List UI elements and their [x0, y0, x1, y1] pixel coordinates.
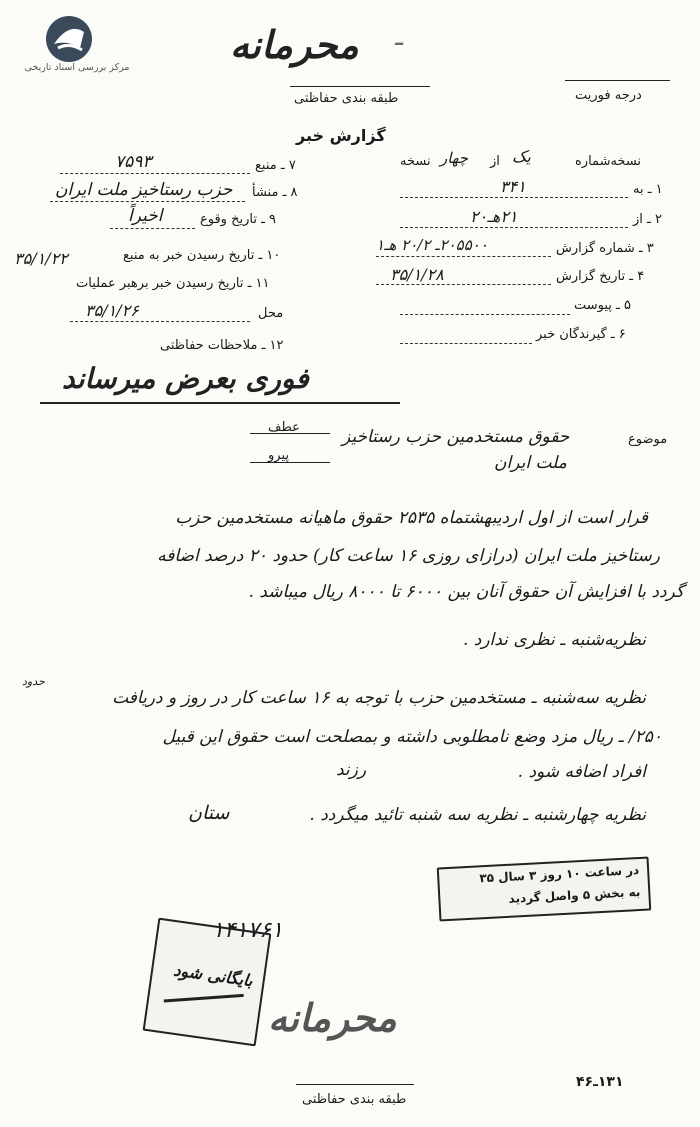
- opinion-wednesday: نظریه چهارشنبه ـ نظریه سه شنبه تائید میگردد .: [309, 805, 646, 825]
- archive-number: ۱۴۱۷۶۱: [212, 918, 283, 943]
- copy-total: چهار: [440, 149, 469, 167]
- receipt-stamp-line1: در ساعت ۱۰ روز ۳ سال ۳۵: [478, 863, 640, 886]
- source-value: ۷۵۹۳: [115, 152, 152, 172]
- remarks-label: ۱۲ ـ ملاحظات حفاظتی: [160, 338, 284, 353]
- received-ops-value: ۳۵/۱/۲۶: [85, 301, 139, 320]
- copy-from: از: [490, 154, 500, 169]
- archive-stamp: [143, 918, 272, 1047]
- event-date-value: اخیراً: [128, 206, 163, 226]
- classification-label-bottom: طبقه بندی حفاظتی: [302, 1092, 407, 1107]
- archive-stamp-text: بایگانی شود: [172, 960, 254, 991]
- copy-suffix: نسخه: [400, 154, 431, 169]
- received-value: ۳۵/۱/۲۲: [14, 249, 68, 268]
- body-p1-line2: رستاخیز ملت ایران (درازای روزی ۱۶ ساعت کار) حدود ۲۰ درصد اضافه: [157, 546, 660, 566]
- classification-label-top: طبقه بندی حفاظتی: [294, 91, 399, 106]
- source-label: ۷ ـ منبع: [255, 158, 296, 173]
- report-date-label: ۴ ـ تاریخ گزارش: [556, 269, 645, 284]
- opinion-wednesday-signature: ستان: [188, 802, 230, 824]
- remarks-value: فوری بعرض میرساند: [62, 362, 309, 395]
- origin-value: حزب رستاخیز ملت ایران: [55, 180, 233, 200]
- receipt-stamp-line2: به بخش ۵ واصل گردید: [508, 884, 641, 906]
- received-label: ۱۰ ـ تاریخ رسیدن خبر به منبع: [123, 248, 281, 263]
- report-no-label: ۳ ـ شماره گزارش: [556, 241, 654, 256]
- to-value: ۳۴۱: [500, 177, 526, 196]
- archive-logo-icon: [44, 14, 94, 64]
- archive-logo: [44, 14, 94, 64]
- opinion-tuesday-line1: نظریه سه‌شنبه ـ مستخدمین حزب با توجه به ۱۶ ساعت کار در روز و دریافت: [112, 688, 646, 708]
- place-label: محل: [258, 306, 284, 321]
- confidential-stamp-bottom: محرمانه: [268, 995, 397, 1040]
- from-value: ۲۱هـ۲۰: [470, 207, 518, 226]
- report-no-value: ۲۰۵۵۰۰ـ ۲۰/۲ هـ۱: [376, 236, 488, 254]
- opinion-tuesday-line2: ۲۵۰/ ـ ریال مزد وضع نامطلوبی داشته و بمصلحت است حقوق این قبیل: [162, 727, 662, 747]
- archive-stamp-scribble: [164, 994, 244, 1003]
- report-date-value: ۳۵/۱/۲۸: [390, 265, 444, 284]
- opinion-tuesday-line3: افراد اضافه شود .: [517, 762, 646, 782]
- archive-caption: مرکز بررسی اسناد تاریخی: [24, 62, 130, 73]
- subject-line2: ملت ایران: [494, 453, 567, 473]
- copy-no: یک: [512, 147, 531, 166]
- stamp-scribble: ـ: [395, 22, 403, 52]
- subject-line1: حقوق مستخدمین حزب رستاخیز: [342, 427, 570, 447]
- to-label: ۱ ـ به: [633, 182, 663, 197]
- follow-label: پیرو: [268, 448, 289, 463]
- opinion-tuesday-note: حدود: [22, 675, 45, 688]
- opinion-tuesday-signature: رزند: [336, 760, 367, 780]
- attachment-label: ۵ ـ پیوست: [574, 298, 631, 313]
- body-p1-line3: گردد با افزایش آن حقوق آنان بین ۶۰۰۰ تا ۸۰۰۰ ریال میباشد .: [248, 582, 684, 602]
- origin-label: ۸ ـ منشأ: [252, 185, 298, 200]
- copy-label: نسخه‌شماره: [575, 154, 642, 169]
- confidential-stamp-top: محرمانه: [230, 22, 359, 67]
- ref-label: عطف: [268, 420, 300, 435]
- receipt-stamp: [437, 856, 652, 921]
- page-reference: ۱۳۱ـ۴۶: [576, 1074, 624, 1090]
- opinion-saturday: نظریه‌شنبه ـ نظری ندارد .: [462, 630, 646, 650]
- recipients-label: ۶ ـ گیرندگان خبر: [536, 327, 626, 342]
- report-title: گزارش خبر: [296, 126, 386, 145]
- event-date-label: ۹ ـ تاریخ وقوع: [200, 212, 277, 227]
- received-ops-label: ۱۱ ـ تاریخ رسیدن خبر برهبر عملیات: [76, 276, 270, 291]
- body-p1-line1: قرار است از اول اردیبهشتماه ۲۵۳۵ حقوق ماهیانه مستخدمین حزب: [175, 508, 648, 528]
- from-label: ۲ ـ از: [633, 212, 662, 227]
- priority-label: درجه فوریت: [575, 88, 642, 103]
- subject-label: موضوع: [628, 432, 668, 447]
